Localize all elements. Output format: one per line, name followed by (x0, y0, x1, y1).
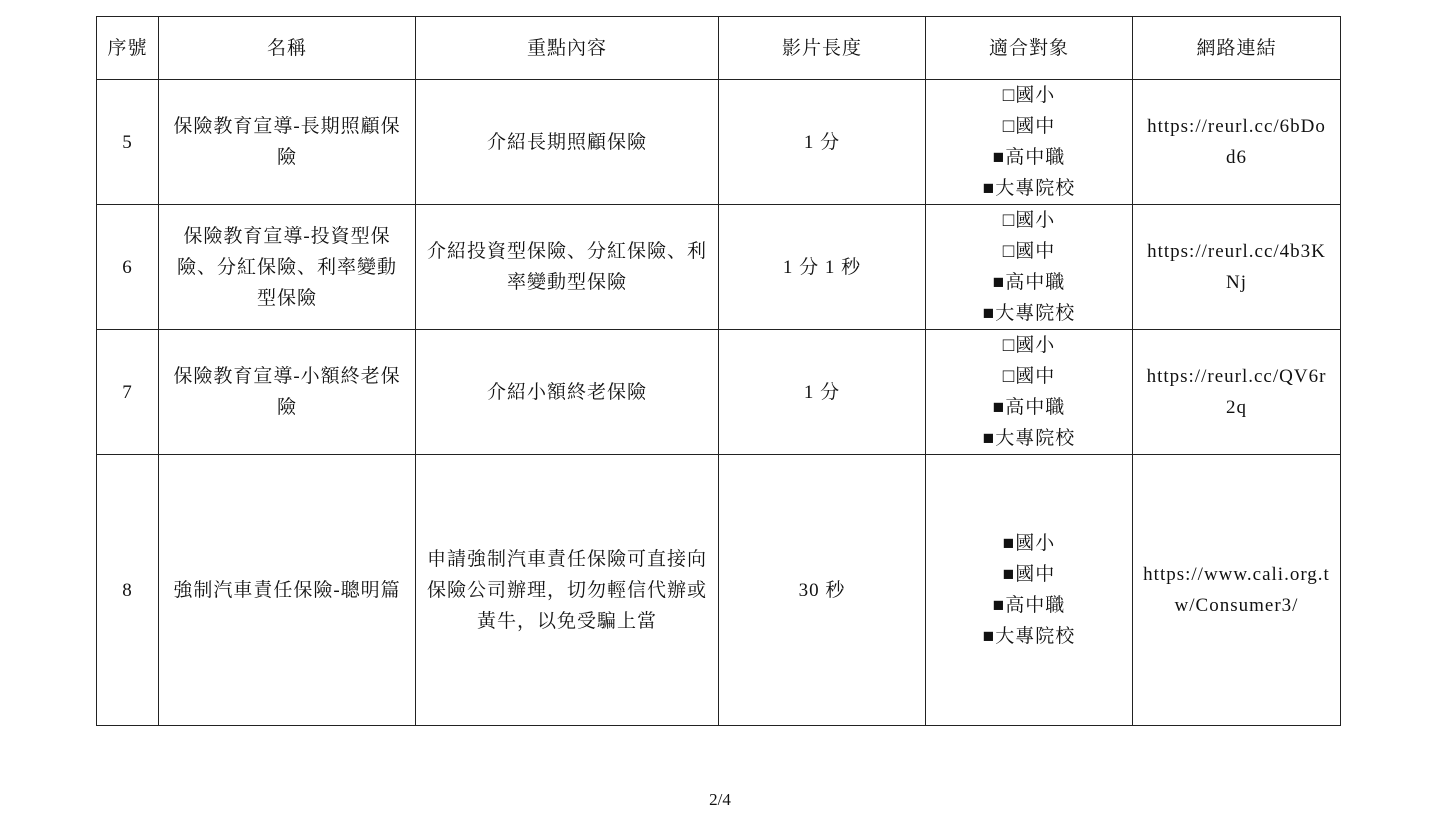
audience-item: □國中 (1002, 366, 1056, 387)
audience-item: ■大專院校 (982, 303, 1076, 324)
audience-item: ■大專院校 (982, 428, 1076, 449)
cell-length: 30 秒 (719, 455, 926, 726)
audience-item: ■大專院校 (982, 626, 1076, 647)
audience-item: □國小 (1002, 210, 1056, 231)
cell-length: 1 分 1 秒 (719, 205, 926, 330)
cell-number: 8 (97, 455, 159, 726)
audience-item: ■國小 (1002, 533, 1056, 554)
audience-item: ■大專院校 (982, 178, 1076, 199)
cell-name: 強制汽車責任保險-聰明篇 (159, 455, 416, 726)
header-length: 影片長度 (719, 17, 926, 80)
cell-audience (926, 330, 1133, 455)
header-number: 序號 (97, 17, 159, 80)
cell-link[interactable]: https://reurl.cc/4b3KNj (1133, 205, 1341, 330)
cell-audience (926, 80, 1133, 205)
header-audience: 適合對象 (926, 17, 1133, 80)
audience-item: ■高中職 (992, 272, 1066, 293)
cell-name: 保險教育宣導-投資型保險、分紅保險、利率變動型保險 (159, 205, 416, 330)
audience-item: □國中 (1002, 116, 1056, 137)
cell-content: 申請強制汽車責任保險可直接向保險公司辦理，切勿輕信代辦或黃牛，以免受騙上當 (416, 455, 719, 726)
table-row (97, 205, 1341, 330)
video-list-table (96, 16, 1341, 726)
table-row (97, 455, 1341, 726)
cell-link[interactable]: https://www.cali.org.tw/Consumer3/ (1133, 455, 1341, 726)
cell-link[interactable]: https://reurl.cc/6bDod6 (1133, 80, 1341, 205)
header-link: 網路連結 (1133, 17, 1341, 80)
cell-length: 1 分 (719, 330, 926, 455)
audience-item: ■國中 (1002, 564, 1056, 585)
audience-item: □國小 (1002, 335, 1056, 356)
table-header-row (97, 17, 1341, 80)
page-number: 2/4 (709, 790, 731, 809)
audience-item: □國小 (1002, 85, 1056, 106)
cell-length: 1 分 (719, 80, 926, 205)
audience-item: ■高中職 (992, 397, 1066, 418)
table-row (97, 80, 1341, 205)
cell-audience (926, 455, 1133, 726)
cell-link[interactable]: https://reurl.cc/QV6r2q (1133, 330, 1341, 455)
audience-item: ■高中職 (992, 595, 1066, 616)
cell-number: 5 (97, 80, 159, 205)
cell-content: 介紹投資型保險、分紅保險、利率變動型保險 (416, 205, 719, 330)
table-row (97, 330, 1341, 455)
cell-content: 介紹小額終老保險 (416, 330, 719, 455)
audience-item: ■高中職 (992, 147, 1066, 168)
audience-item: □國中 (1002, 241, 1056, 262)
cell-number: 7 (97, 330, 159, 455)
cell-number: 6 (97, 205, 159, 330)
cell-audience (926, 205, 1133, 330)
cell-name: 保險教育宣導-小額終老保險 (159, 330, 416, 455)
header-name: 名稱 (159, 17, 416, 80)
cell-name: 保險教育宣導-長期照顧保險 (159, 80, 416, 205)
cell-content: 介紹長期照顧保險 (416, 80, 719, 205)
header-content: 重點內容 (416, 17, 719, 80)
